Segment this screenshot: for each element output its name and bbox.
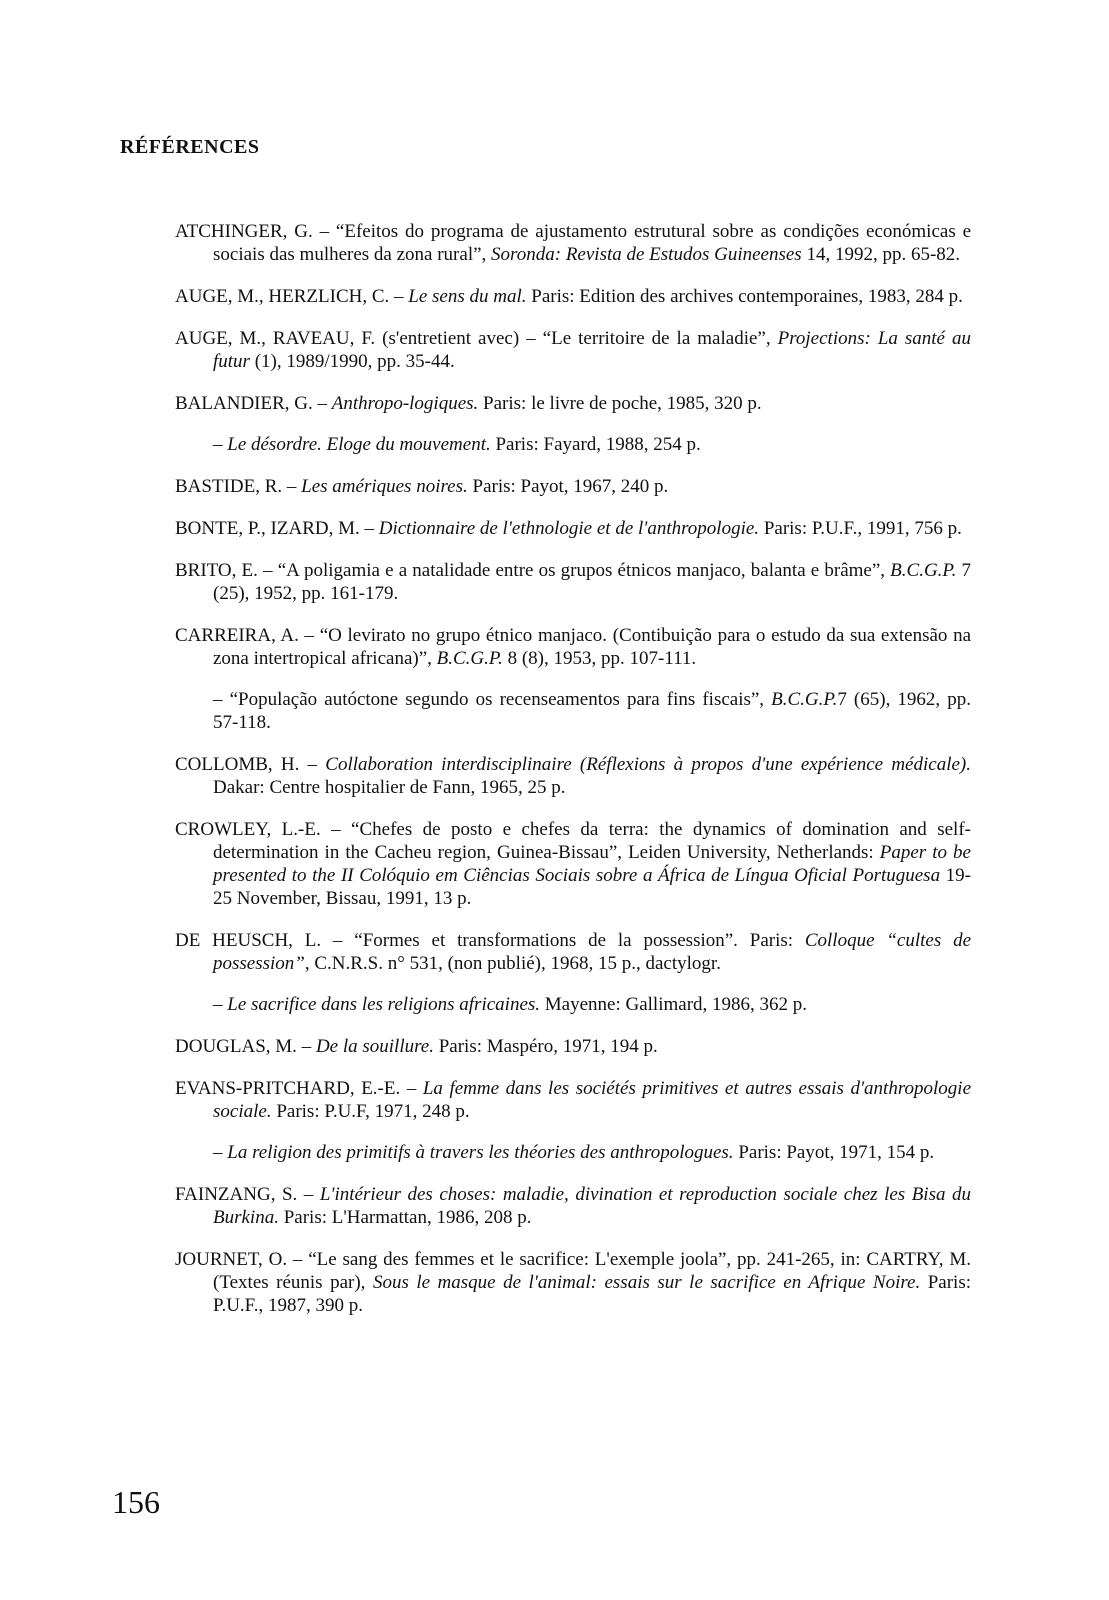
- ref-author-title: CROWLEY, L.-E. – “Chefes de posto e chefes da terra: the dynamics of domination and self-determination in the Cacheu region, Guinea-Bissau”, Leiden University, Netherlands:: [175, 819, 971, 863]
- reference-crowley: [175, 818, 971, 910]
- reference-journet: [175, 1248, 971, 1317]
- ref-author-title: – “População autóctone segundo os recenseamentos para fins fiscais”,: [213, 689, 772, 710]
- ref-author-title: EVANS-PRITCHARD, E.-E. –: [175, 1078, 423, 1099]
- ref-publication-info: Paris: Fayard, 1988, 254 p.: [490, 434, 701, 455]
- ref-publication-info: Paris: L'Harmattan, 1986, 208 p.: [278, 1207, 532, 1228]
- ref-publication-info: Paris: P.U.F, 1971, 248 p.: [271, 1101, 470, 1122]
- ref-author-title: AUGE, M., HERZLICH, C. –: [175, 286, 409, 307]
- ref-italic-title: B.C.G.P.: [436, 648, 503, 669]
- ref-publication-info: Paris: Payot, 1971, 154 p.: [733, 1142, 935, 1163]
- reference-atchinger: [175, 220, 971, 266]
- ref-dash: –: [213, 994, 228, 1015]
- ref-publication-info: , C.N.R.S. n° 531, (non publié), 1968, 15 p., dactylogr.: [304, 953, 721, 974]
- ref-italic-title: Les amériques noires.: [301, 476, 468, 497]
- ref-author-title: ATCHINGER, G. – “Efeitos do programa de ajustamento estrutural sobre as condições económicas e sociais das mulheres da zona rural”,: [175, 221, 971, 265]
- ref-publication-info: 8 (8), 1953, pp. 107-111.: [502, 648, 697, 669]
- reference-douglas: [175, 1035, 971, 1058]
- ref-italic-title: Projections: La santé au futur: [213, 328, 971, 372]
- ref-publication-info: Paris: P.U.F., 1987, 390 p.: [213, 1272, 971, 1316]
- ref-publication-info: Paris: Edition des archives contemporaines, 1983, 284 p.: [526, 286, 963, 307]
- ref-italic-title: Le sacrifice dans les religions africaines.: [227, 994, 541, 1015]
- ref-author-title: DE HEUSCH, L. – “Formes et transformations de la possession”. Paris:: [175, 930, 805, 951]
- ref-author-title: FAINZANG, S. –: [175, 1184, 320, 1205]
- ref-italic-title: B.C.G.P.: [771, 689, 838, 710]
- ref-publication-info: 19-25 November, Bissau, 1991, 13 p.: [213, 865, 972, 909]
- reference-de-heusch: [175, 929, 971, 975]
- ref-italic-title: L'intérieur des choses: maladie, divination et reproduction sociale chez les Bisa du Burkina.: [213, 1184, 972, 1228]
- reference-fainzang: [175, 1183, 971, 1229]
- ref-publication-info: Paris: Payot, 1967, 240 p.: [467, 476, 669, 497]
- reference-auge-herzlich: [175, 285, 971, 308]
- reference-carreira-continued: [175, 688, 971, 734]
- ref-italic-title: De la souillure.: [315, 1036, 434, 1057]
- ref-publication-info: Mayenne: Gallimard, 1986, 362 p.: [540, 994, 808, 1015]
- reference-de-heusch-continued: [175, 993, 971, 1016]
- reference-evans-pritchard-continued: [175, 1141, 971, 1164]
- ref-italic-title: Dictionnaire de l'ethnologie et de l'anthropologie.: [378, 518, 760, 539]
- reference-list: [175, 220, 971, 1317]
- page-number: 156: [112, 1484, 160, 1520]
- section-heading: RÉFÉRENCES: [120, 136, 260, 158]
- ref-author-title: BRITO, E. – “A poligamia e a natalidade entre os grupos étnicos manjaco, balanta e brâme”,: [175, 560, 891, 581]
- ref-italic-title: Anthropo-logiques.: [331, 393, 479, 414]
- ref-italic-title: La religion des primitifs à travers les théories des anthropologues.: [227, 1142, 734, 1163]
- ref-author-title: CARREIRA, A. – “O levirato no grupo étnico manjaco. (Contibuição para o estudo da sua extensão na zona intertropical africana)”,: [175, 625, 971, 669]
- reference-bonte-izard: [175, 517, 971, 540]
- ref-author-title: BONTE, P., IZARD, M. –: [175, 518, 379, 539]
- ref-publication-info: 7 (65), 1962, pp. 57-118.: [213, 689, 972, 733]
- reference-evans-pritchard: [175, 1077, 971, 1123]
- ref-dash: –: [213, 434, 228, 455]
- ref-italic-title: B.C.G.P.: [890, 560, 957, 581]
- ref-italic-title: Soronda: Revista de Estudos Guineenses: [491, 244, 802, 265]
- ref-italic-title: Le sens du mal.: [408, 286, 527, 307]
- ref-publication-info: 7 (25), 1952, pp. 161-179.: [213, 560, 971, 604]
- ref-publication-info: (1), 1989/1990, pp. 35-44.: [249, 351, 455, 372]
- ref-italic-title: Paper to be presented to the II Colóquio em Ciências Sociais sobre a África de Língua Oficial Portuguesa: [213, 842, 971, 886]
- ref-italic-title: Collaboration interdisciplinaire (Réflexions à propos d'une expérience médicale).: [325, 754, 971, 775]
- ref-publication-info: Paris: P.U.F., 1991, 756 p.: [759, 518, 962, 539]
- ref-author-title: DOUGLAS, M. –: [175, 1036, 316, 1057]
- reference-brito: [175, 559, 971, 605]
- ref-publication-info: Paris: le livre de poche, 1985, 320 p.: [478, 393, 762, 414]
- ref-author-title: BALANDIER, G. –: [175, 393, 332, 414]
- ref-publication-info: Paris: Maspéro, 1971, 194 p.: [433, 1036, 658, 1057]
- ref-author-title: BASTIDE, R. –: [175, 476, 302, 497]
- reference-bastide: [175, 475, 971, 498]
- reference-collomb: [175, 753, 971, 799]
- ref-author-title: COLLOMB, H. –: [175, 754, 326, 775]
- ref-author-title: AUGE, M., RAVEAU, F. (s'entretient avec) – “Le territoire de la maladie”,: [175, 328, 778, 349]
- reference-balandier-continued: [175, 433, 971, 456]
- ref-publication-info: 14, 1992, pp. 65-82.: [801, 244, 961, 265]
- ref-italic-title: Colloque “cultes de possession”: [213, 930, 971, 974]
- ref-italic-title: Sous le masque de l'animal: essais sur le sacrifice en Afrique Noire.: [372, 1272, 921, 1293]
- reference-auge-raveau: [175, 327, 971, 373]
- ref-dash: –: [213, 1142, 228, 1163]
- reference-carreira: [175, 624, 971, 670]
- reference-balandier: [175, 392, 971, 415]
- ref-publication-info: Dakar: Centre hospitalier de Fann, 1965, 25 p.: [213, 777, 566, 798]
- ref-italic-title: Le désordre. Eloge du mouvement.: [227, 434, 491, 455]
- ref-italic-title: La femme dans les sociétés primitives et autres essais d'anthropologie sociale.: [213, 1078, 972, 1122]
- ref-author-title: JOURNET, O. – “Le sang des femmes et le sacrifice: L'exemple joola”, pp. 241-265, in: CARTRY, M. (Textes réunis par),: [175, 1249, 971, 1293]
